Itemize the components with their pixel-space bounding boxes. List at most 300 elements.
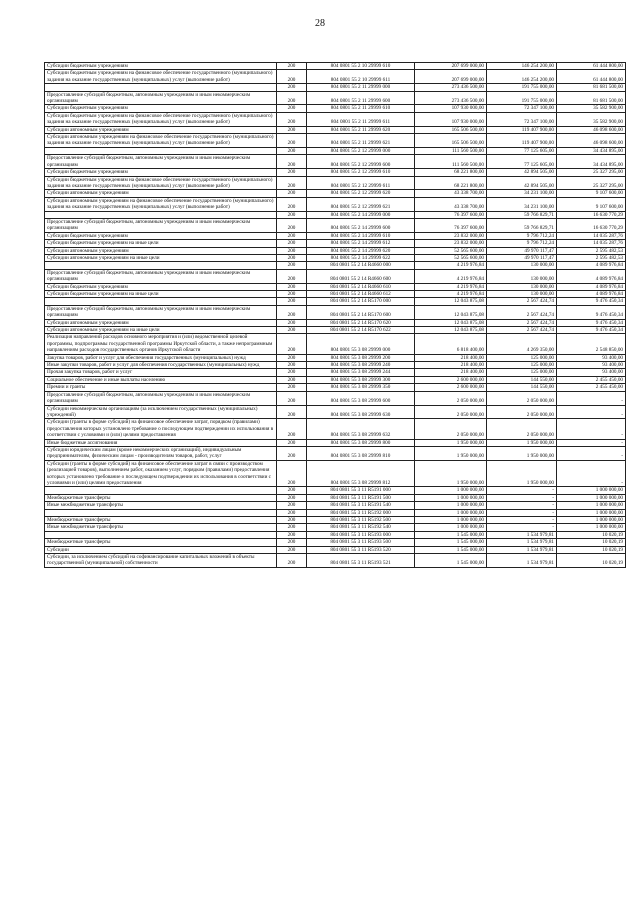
table-row: [45, 112, 626, 126]
row-name-cell: Субсидии бюджетным учреждениям на финансовое обеспечение государственного (муниципального) задания на оказание государственных (муниципальных) услуг (выполнение работ): [45, 112, 277, 126]
row-admin-code-cell: 200: [277, 240, 307, 247]
row-executed-amount-cell: 2 567 424,74: [487, 319, 557, 326]
table-row: [45, 376, 626, 383]
row-classification-code-cell: 804 0801 55 2 12 29999 610: [307, 169, 415, 176]
row-executed-amount-cell: 1 534 979,81: [487, 539, 557, 546]
row-classification-code-cell: 804 0801 55 3 08 29999 200: [307, 354, 415, 361]
row-admin-code-cell: 200: [277, 319, 307, 326]
row-admin-code-cell: 200: [277, 554, 307, 568]
row-admin-code-cell: 200: [277, 84, 307, 91]
row-unexecuted-amount-cell: 61 444 800,00: [557, 63, 626, 70]
row-approved-amount-cell: 12 043 875,08: [415, 305, 487, 319]
row-classification-code-cell: 804 0801 55 3 11 R5193 500: [307, 539, 415, 546]
row-admin-code-cell: 200: [277, 211, 307, 218]
table-row: [45, 487, 626, 494]
row-name-cell: Субсидии бюджетным учреждениям: [45, 63, 277, 70]
row-admin-code-cell: 200: [277, 524, 307, 531]
row-classification-code-cell: 804 0801 55 2 14 R4660 600: [307, 269, 415, 283]
row-executed-amount-cell: -: [487, 509, 557, 516]
row-unexecuted-amount-cell: 10 020,19: [557, 539, 626, 546]
row-executed-amount-cell: -: [487, 517, 557, 524]
row-name-cell: Предоставление субсидий бюджетным, автономным учреждениям и иным некоммерческим организациям: [45, 269, 277, 283]
table-row: [45, 291, 626, 298]
table-row: [45, 494, 626, 501]
row-executed-amount-cell: 130 000,00: [487, 291, 557, 298]
row-classification-code-cell: 804 0801 55 2 14 R5170 600: [307, 305, 415, 319]
budget-table-body: [45, 63, 626, 568]
row-name-cell: Межбюджетные трансферты: [45, 494, 277, 501]
row-classification-code-cell: 804 0801 55 3 11 R5191 540: [307, 502, 415, 509]
row-approved-amount-cell: 165 506 500,00: [415, 126, 487, 133]
row-executed-amount-cell: 1 534 979,81: [487, 546, 557, 553]
row-executed-amount-cell: 72 347 100,00: [487, 112, 557, 126]
row-approved-amount-cell: 76 397 600,00: [415, 211, 487, 218]
row-unexecuted-amount-cell: -: [557, 405, 626, 419]
row-admin-code-cell: 200: [277, 369, 307, 376]
row-name-cell: [45, 262, 277, 269]
row-approved-amount-cell: 6 818 400,00: [415, 334, 487, 354]
row-classification-code-cell: 804 0801 55 3 11 R5191 000: [307, 487, 415, 494]
table-row: [45, 369, 626, 376]
row-unexecuted-amount-cell: -: [557, 439, 626, 446]
row-approved-amount-cell: 52 565 600,00: [415, 254, 487, 261]
row-name-cell: Субсидии некоммерческим организациям (за исключением государственных (муниципальных) учреждений): [45, 405, 277, 419]
row-name-cell: Субсидии бюджетным учреждениям на иные цели: [45, 240, 277, 247]
table-row: [45, 554, 626, 568]
row-unexecuted-amount-cell: 1 000 000,00: [557, 487, 626, 494]
row-executed-amount-cell: 2 050 000,00: [487, 391, 557, 405]
row-admin-code-cell: 200: [277, 354, 307, 361]
row-classification-code-cell: 804 0801 55 2 14 R5170 000: [307, 298, 415, 305]
row-admin-code-cell: 200: [277, 546, 307, 553]
row-executed-amount-cell: 1 950 000,00: [487, 460, 557, 487]
table-row: [45, 269, 626, 283]
row-classification-code-cell: 804 0801 55 2 14 29999 612: [307, 240, 415, 247]
row-classification-code-cell: 804 0801 55 2 11 29999 000: [307, 84, 415, 91]
table-row: [45, 524, 626, 531]
row-unexecuted-amount-cell: 2 595 482,53: [557, 254, 626, 261]
row-executed-amount-cell: 2 050 000,00: [487, 419, 557, 439]
row-approved-amount-cell: 12 043 875,08: [415, 327, 487, 334]
row-classification-code-cell: 804 0801 55 2 14 R5170 620: [307, 319, 415, 326]
row-executed-amount-cell: 34 231 100,00: [487, 197, 557, 211]
row-executed-amount-cell: -: [487, 502, 557, 509]
row-admin-code-cell: 200: [277, 190, 307, 197]
row-classification-code-cell: 804 0801 55 2 14 R4660 612: [307, 291, 415, 298]
row-executed-amount-cell: 1 950 000,00: [487, 446, 557, 460]
row-unexecuted-amount-cell: 46 098 600,00: [557, 126, 626, 133]
table-row: [45, 126, 626, 133]
row-name-cell: [45, 531, 277, 538]
row-admin-code-cell: 200: [277, 63, 307, 70]
row-admin-code-cell: 200: [277, 334, 307, 354]
row-classification-code-cell: 804 0801 55 3 08 29999 812: [307, 460, 415, 487]
row-admin-code-cell: 200: [277, 176, 307, 190]
table-row: [45, 384, 626, 391]
row-classification-code-cell: 804 0801 55 2 12 29999 000: [307, 147, 415, 154]
row-approved-amount-cell: 1 000 000,00: [415, 487, 487, 494]
row-admin-code-cell: 200: [277, 384, 307, 391]
row-classification-code-cell: 804 0801 55 2 10 29999 610: [307, 63, 415, 70]
row-unexecuted-amount-cell: 4 089 976,84: [557, 269, 626, 283]
row-classification-code-cell: 804 0801 55 3 08 29999 600: [307, 391, 415, 405]
table-row: [45, 319, 626, 326]
row-classification-code-cell: 804 0801 55 2 12 29999 611: [307, 176, 415, 190]
row-classification-code-cell: 804 0801 55 2 10 29999 611: [307, 70, 415, 84]
row-executed-amount-cell: 191 755 000,00: [487, 84, 557, 91]
table-row: [45, 147, 626, 154]
row-executed-amount-cell: 119 407 900,00: [487, 134, 557, 148]
row-name-cell: Иные межбюджетные трансферты: [45, 502, 277, 509]
table-row: [45, 531, 626, 538]
row-name-cell: [45, 84, 277, 91]
row-approved-amount-cell: 1 950 000,00: [415, 439, 487, 446]
table-row: [45, 63, 626, 70]
row-approved-amount-cell: 4 219 976,84: [415, 291, 487, 298]
row-classification-code-cell: 804 0801 55 3 11 R5193 521: [307, 554, 415, 568]
row-approved-amount-cell: 1 000 000,00: [415, 502, 487, 509]
row-executed-amount-cell: 125 000,00: [487, 369, 557, 376]
table-row: [45, 517, 626, 524]
row-approved-amount-cell: 1 545 000,00: [415, 554, 487, 568]
table-row: [45, 190, 626, 197]
row-name-cell: Предоставление субсидий бюджетным, автономным учреждениям и иным некоммерческим организациям: [45, 155, 277, 169]
row-approved-amount-cell: 68 221 800,00: [415, 176, 487, 190]
row-executed-amount-cell: 1 950 000,00: [487, 439, 557, 446]
row-admin-code-cell: 200: [277, 494, 307, 501]
row-executed-amount-cell: 144 550,00: [487, 384, 557, 391]
table-row: [45, 391, 626, 405]
row-name-cell: [45, 211, 277, 218]
row-name-cell: Субсидии автономным учреждениям на финансовое обеспечение государственного (муниципального) задания на оказание государственных (муниципальных) услуг (выполнение работ): [45, 134, 277, 148]
row-unexecuted-amount-cell: 10 020,19: [557, 554, 626, 568]
row-unexecuted-amount-cell: 93 400,00: [557, 362, 626, 369]
table-row: [45, 155, 626, 169]
table-row: [45, 218, 626, 232]
row-unexecuted-amount-cell: 4 089 976,84: [557, 291, 626, 298]
row-admin-code-cell: 200: [277, 305, 307, 319]
row-admin-code-cell: 200: [277, 327, 307, 334]
row-unexecuted-amount-cell: 93 400,00: [557, 354, 626, 361]
table-row: [45, 197, 626, 211]
row-unexecuted-amount-cell: -: [557, 419, 626, 439]
row-approved-amount-cell: 2 600 000,00: [415, 384, 487, 391]
row-admin-code-cell: 200: [277, 362, 307, 369]
table-row: [45, 262, 626, 269]
row-name-cell: Субсидии автономным учреждениям на иные цели: [45, 327, 277, 334]
row-name-cell: [45, 298, 277, 305]
row-admin-code-cell: 200: [277, 169, 307, 176]
row-name-cell: [45, 487, 277, 494]
table-row: [45, 211, 626, 218]
row-approved-amount-cell: 218 400,00: [415, 362, 487, 369]
row-unexecuted-amount-cell: 1 000 000,00: [557, 517, 626, 524]
row-name-cell: [45, 147, 277, 154]
row-admin-code-cell: 200: [277, 460, 307, 487]
row-executed-amount-cell: 49 970 117,47: [487, 254, 557, 261]
row-name-cell: Предоставление субсидий бюджетным, автономным учреждениям и иным некоммерческим организациям: [45, 91, 277, 105]
row-classification-code-cell: 804 0801 55 3 08 29999 800: [307, 439, 415, 446]
table-row: [45, 283, 626, 290]
row-admin-code-cell: 200: [277, 147, 307, 154]
row-classification-code-cell: 804 0801 55 3 11 R5192 500: [307, 517, 415, 524]
table-row: [45, 232, 626, 239]
row-executed-amount-cell: 130 000,00: [487, 269, 557, 283]
row-approved-amount-cell: 111 560 500,00: [415, 155, 487, 169]
row-approved-amount-cell: 12 043 875,08: [415, 319, 487, 326]
row-approved-amount-cell: 107 930 000,00: [415, 112, 487, 126]
row-unexecuted-amount-cell: 93 400,00: [557, 369, 626, 376]
row-name-cell: Реализация направлений расходов основного мероприятия и (или) ведомственной целевой программы, подпрограммы государственной программы Иркутской области, а также непрограммным направлениям расходов государственных органов Иркутской области: [45, 334, 277, 354]
row-approved-amount-cell: 273 436 500,00: [415, 91, 487, 105]
row-unexecuted-amount-cell: 2 548 850,00: [557, 334, 626, 354]
table-row: [45, 539, 626, 546]
row-name-cell: Субсидии автономным учреждениям на финансовое обеспечение государственного (муниципального) задания на оказание государственных (муниципальных) услуг (выполнение работ): [45, 197, 277, 211]
row-approved-amount-cell: 1 000 000,00: [415, 494, 487, 501]
row-unexecuted-amount-cell: 9 107 600,00: [557, 197, 626, 211]
row-executed-amount-cell: 77 125 605,00: [487, 155, 557, 169]
row-classification-code-cell: 804 0801 55 2 14 R4660 610: [307, 283, 415, 290]
row-approved-amount-cell: 218 400,00: [415, 369, 487, 376]
row-executed-amount-cell: 9 796 712,24: [487, 240, 557, 247]
row-executed-amount-cell: 2 567 424,74: [487, 305, 557, 319]
table-row: [45, 247, 626, 254]
row-admin-code-cell: 200: [277, 509, 307, 516]
row-executed-amount-cell: 144 550,00: [487, 376, 557, 383]
table-row: [45, 439, 626, 446]
row-executed-amount-cell: 2 050 000,00: [487, 405, 557, 419]
row-admin-code-cell: 200: [277, 105, 307, 112]
row-approved-amount-cell: 23 832 000,00: [415, 240, 487, 247]
row-unexecuted-amount-cell: 4 089 976,84: [557, 283, 626, 290]
row-approved-amount-cell: 52 565 600,00: [415, 247, 487, 254]
row-unexecuted-amount-cell: 2 455 450,00: [557, 384, 626, 391]
row-approved-amount-cell: 2 050 000,00: [415, 419, 487, 439]
row-unexecuted-amount-cell: 46 098 600,00: [557, 134, 626, 148]
row-name-cell: Субсидии юридическим лицам (кроме некоммерческих организаций), индивидуальным предпринимателям, физическим лицам - производителям товаров, работ, услуг: [45, 446, 277, 460]
row-name-cell: Иные межбюджетные трансферты: [45, 524, 277, 531]
row-name-cell: Межбюджетные трансферты: [45, 539, 277, 546]
row-approved-amount-cell: 1 545 000,00: [415, 539, 487, 546]
row-classification-code-cell: 804 0801 55 3 08 29999 244: [307, 369, 415, 376]
row-name-cell: Субсидии (гранты в форме субсидий) на финансовое обеспечение затрат в связи с производством (реализацией товаров), выполнением работ, оказанием услуг, порядком (правилами) предоставления которых установлено требование о последующем подтверждении их использования в соответствии с условиями и (или) целями предоставления: [45, 460, 277, 487]
table-row: [45, 84, 626, 91]
table-row: [45, 509, 626, 516]
row-name-cell: Субсидии бюджетным учреждениям на финансовое обеспечение государственного (муниципального) задания на оказание государственных (муниципальных) услуг (выполнение работ): [45, 70, 277, 84]
table-row: [45, 354, 626, 361]
row-approved-amount-cell: 218 400,00: [415, 354, 487, 361]
row-admin-code-cell: 200: [277, 439, 307, 446]
row-classification-code-cell: 804 0801 55 2 12 29999 621: [307, 197, 415, 211]
row-name-cell: Субсидии автономным учреждениям: [45, 319, 277, 326]
row-approved-amount-cell: 1 545 000,00: [415, 531, 487, 538]
row-classification-code-cell: 804 0801 55 2 14 R5170 622: [307, 327, 415, 334]
row-executed-amount-cell: 72 347 100,00: [487, 105, 557, 112]
row-admin-code-cell: 200: [277, 70, 307, 84]
row-approved-amount-cell: 1 950 000,00: [415, 446, 487, 460]
row-classification-code-cell: 804 0801 55 3 11 R5192 540: [307, 524, 415, 531]
table-row: [45, 305, 626, 319]
row-approved-amount-cell: 23 832 000,00: [415, 232, 487, 239]
row-executed-amount-cell: 191 755 000,00: [487, 91, 557, 105]
row-name-cell: Прочая закупка товаров, работ и услуг: [45, 369, 277, 376]
row-executed-amount-cell: 146 254 200,00: [487, 70, 557, 84]
row-admin-code-cell: 200: [277, 502, 307, 509]
row-approved-amount-cell: 43 338 700,00: [415, 197, 487, 211]
row-name-cell: Субсидии бюджетным учреждениям: [45, 232, 277, 239]
row-executed-amount-cell: 4 269 350,00: [487, 334, 557, 354]
table-row: [45, 176, 626, 190]
row-admin-code-cell: 200: [277, 254, 307, 261]
row-name-cell: Субсидии бюджетным учреждениям: [45, 169, 277, 176]
row-name-cell: Субсидии бюджетным учреждениям: [45, 283, 277, 290]
row-unexecuted-amount-cell: 10 020,19: [557, 531, 626, 538]
row-admin-code-cell: 200: [277, 419, 307, 439]
row-unexecuted-amount-cell: -: [557, 446, 626, 460]
row-executed-amount-cell: 130 000,00: [487, 262, 557, 269]
row-unexecuted-amount-cell: 81 681 500,00: [557, 84, 626, 91]
row-name-cell: Субсидии: [45, 546, 277, 553]
row-admin-code-cell: 200: [277, 283, 307, 290]
row-name-cell: Субсидии автономным учреждениям: [45, 190, 277, 197]
row-unexecuted-amount-cell: 61 444 800,00: [557, 70, 626, 84]
row-unexecuted-amount-cell: 14 035 287,76: [557, 240, 626, 247]
row-classification-code-cell: 804 0801 55 3 08 29999 300: [307, 376, 415, 383]
row-unexecuted-amount-cell: 9 476 450,34: [557, 319, 626, 326]
row-classification-code-cell: 804 0801 55 3 08 29999 632: [307, 419, 415, 439]
row-name-cell: Субсидии бюджетным учреждениям: [45, 105, 277, 112]
table-row: [45, 91, 626, 105]
row-name-cell: Иные бюджетные ассигнования: [45, 439, 277, 446]
table-row: [45, 105, 626, 112]
row-approved-amount-cell: 273 436 500,00: [415, 84, 487, 91]
row-executed-amount-cell: 42 894 505,00: [487, 169, 557, 176]
row-unexecuted-amount-cell: 2 595 482,53: [557, 247, 626, 254]
row-classification-code-cell: 804 0801 55 3 08 29999 000: [307, 334, 415, 354]
row-unexecuted-amount-cell: 9 107 600,00: [557, 190, 626, 197]
page-number: 28: [315, 18, 325, 29]
row-name-cell: Закупка товаров, работ и услуг для обеспечения государственных (муниципальных) нужд: [45, 354, 277, 361]
row-classification-code-cell: 804 0801 55 2 14 R4660 000: [307, 262, 415, 269]
row-unexecuted-amount-cell: 14 035 287,76: [557, 232, 626, 239]
row-unexecuted-amount-cell: -: [557, 460, 626, 487]
row-unexecuted-amount-cell: 34 434 895,00: [557, 155, 626, 169]
row-admin-code-cell: 200: [277, 112, 307, 126]
row-admin-code-cell: 200: [277, 232, 307, 239]
row-executed-amount-cell: -: [487, 524, 557, 531]
row-executed-amount-cell: 125 000,00: [487, 354, 557, 361]
row-classification-code-cell: 804 0801 55 2 14 29999 622: [307, 254, 415, 261]
row-admin-code-cell: 200: [277, 262, 307, 269]
row-unexecuted-amount-cell: 9 476 450,34: [557, 327, 626, 334]
row-executed-amount-cell: 125 000,00: [487, 362, 557, 369]
row-approved-amount-cell: 4 219 976,84: [415, 269, 487, 283]
row-unexecuted-amount-cell: 35 582 900,00: [557, 105, 626, 112]
row-executed-amount-cell: 1 534 979,81: [487, 554, 557, 568]
row-approved-amount-cell: 165 506 500,00: [415, 134, 487, 148]
row-approved-amount-cell: 1 000 000,00: [415, 524, 487, 531]
row-classification-code-cell: 804 0801 55 2 14 29999 610: [307, 232, 415, 239]
row-admin-code-cell: 200: [277, 487, 307, 494]
row-unexecuted-amount-cell: 35 582 900,00: [557, 112, 626, 126]
table-row: [45, 298, 626, 305]
row-name-cell: Премии и гранты: [45, 384, 277, 391]
table-row: [45, 134, 626, 148]
row-classification-code-cell: 804 0801 55 3 11 R5193 520: [307, 546, 415, 553]
row-approved-amount-cell: 43 338 700,00: [415, 190, 487, 197]
row-executed-amount-cell: 42 894 505,00: [487, 176, 557, 190]
row-executed-amount-cell: 119 407 900,00: [487, 126, 557, 133]
row-name-cell: Иные закупки товаров, работ и услуг для обеспечения государственных (муниципальных) нужд: [45, 362, 277, 369]
row-admin-code-cell: 200: [277, 391, 307, 405]
table-row: [45, 70, 626, 84]
row-unexecuted-amount-cell: 9 476 450,34: [557, 298, 626, 305]
row-approved-amount-cell: 1 000 000,00: [415, 509, 487, 516]
row-executed-amount-cell: 2 567 424,74: [487, 298, 557, 305]
row-classification-code-cell: 804 0801 55 2 11 29999 620: [307, 126, 415, 133]
row-admin-code-cell: 200: [277, 247, 307, 254]
row-executed-amount-cell: 2 567 424,74: [487, 327, 557, 334]
table-row: [45, 405, 626, 419]
row-name-cell: Субсидии автономным учреждениям на иные цели: [45, 254, 277, 261]
row-executed-amount-cell: 9 796 712,24: [487, 232, 557, 239]
row-unexecuted-amount-cell: -: [557, 391, 626, 405]
row-approved-amount-cell: 2 050 000,00: [415, 405, 487, 419]
row-classification-code-cell: 804 0801 55 2 12 29999 600: [307, 155, 415, 169]
row-admin-code-cell: 200: [277, 298, 307, 305]
row-unexecuted-amount-cell: 25 327 295,00: [557, 169, 626, 176]
row-approved-amount-cell: 68 221 800,00: [415, 169, 487, 176]
row-unexecuted-amount-cell: 1 000 000,00: [557, 502, 626, 509]
row-unexecuted-amount-cell: 34 434 895,00: [557, 147, 626, 154]
row-classification-code-cell: 804 0801 55 2 11 29999 600: [307, 91, 415, 105]
row-classification-code-cell: 804 0801 55 3 08 29999 630: [307, 405, 415, 419]
row-unexecuted-amount-cell: 2 455 450,00: [557, 376, 626, 383]
row-unexecuted-amount-cell: 25 327 295,00: [557, 176, 626, 190]
table-row: [45, 460, 626, 487]
row-admin-code-cell: 200: [277, 155, 307, 169]
row-classification-code-cell: 804 0801 55 2 14 29999 620: [307, 247, 415, 254]
row-admin-code-cell: 200: [277, 126, 307, 133]
row-classification-code-cell: 804 0801 55 3 08 29999 810: [307, 446, 415, 460]
row-name-cell: Межбюджетные трансферты: [45, 517, 277, 524]
table-row: [45, 334, 626, 354]
row-name-cell: Предоставление субсидий бюджетным, автономным учреждениям и иным некоммерческим организациям: [45, 218, 277, 232]
row-executed-amount-cell: -: [487, 494, 557, 501]
row-admin-code-cell: 200: [277, 539, 307, 546]
row-unexecuted-amount-cell: 81 681 500,00: [557, 91, 626, 105]
table-row: [45, 327, 626, 334]
table-row: [45, 419, 626, 439]
row-approved-amount-cell: 1 000 000,00: [415, 517, 487, 524]
row-classification-code-cell: 804 0801 55 3 11 R5191 500: [307, 494, 415, 501]
row-classification-code-cell: 804 0801 55 2 11 29999 611: [307, 112, 415, 126]
row-name-cell: [45, 509, 277, 516]
table-row: [45, 169, 626, 176]
row-admin-code-cell: 200: [277, 405, 307, 419]
row-executed-amount-cell: 1 534 979,81: [487, 531, 557, 538]
row-classification-code-cell: 804 0801 55 2 12 29999 620: [307, 190, 415, 197]
row-executed-amount-cell: 77 125 605,00: [487, 147, 557, 154]
row-name-cell: Субсидии (гранты в форме субсидий) на финансовое обеспечение затрат, порядком (правилами) предоставления которых установлено требование о последующем подтверждении их использования в соответствии с условиями и (или) целями предоставления: [45, 419, 277, 439]
row-name-cell: Предоставление субсидий бюджетным, автономным учреждениям и иным некоммерческим организациям: [45, 391, 277, 405]
row-name-cell: Предоставление субсидий бюджетным, автономным учреждениям и иным некоммерческим организациям: [45, 305, 277, 319]
row-unexecuted-amount-cell: 16 630 770,29: [557, 218, 626, 232]
row-name-cell: Субсидии бюджетным учреждениям на иные цели: [45, 291, 277, 298]
row-executed-amount-cell: -: [487, 487, 557, 494]
row-unexecuted-amount-cell: 10 020,19: [557, 546, 626, 553]
table-row: [45, 240, 626, 247]
